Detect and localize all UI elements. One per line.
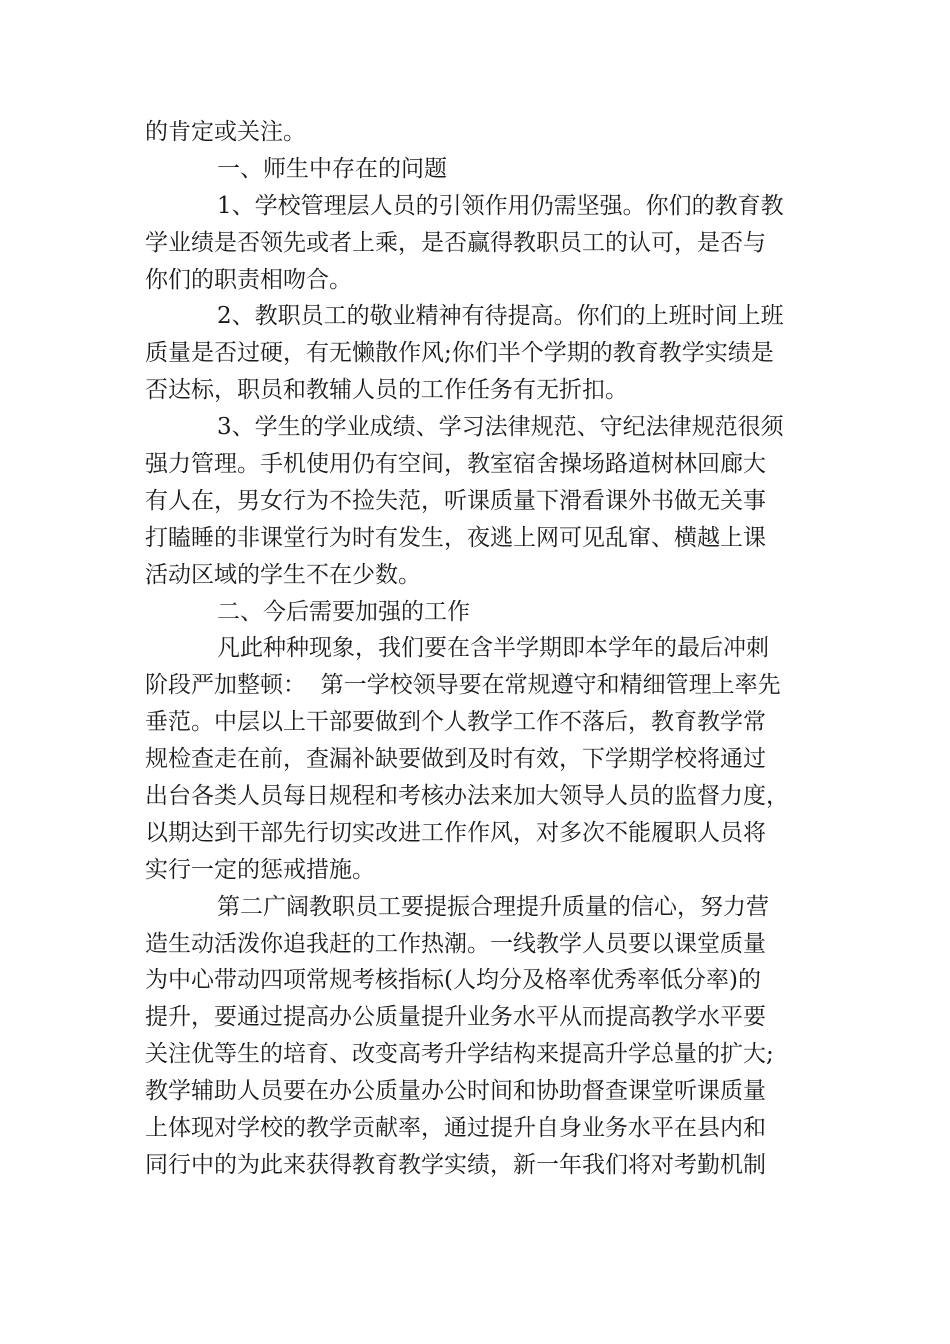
text-line: 提升，要通过提高办公质量提升业务水平从而提高教学水平要 (145, 1004, 766, 1031)
text-line: 出台各类人员每日规程和考核办法来加大领导人员的监督力度， (145, 783, 789, 810)
text-line: 活动区域的学生不在少数。 (145, 561, 421, 588)
text-line: 阶段严加整顿： 第一学校领导要在常规遵守和精细管理上率先 (145, 672, 781, 699)
text-line: 规检查走在前，查漏补缺要做到及时有效，下学期学校将通过 (145, 746, 766, 773)
text-line: 质量是否过硬，有无懒散作风;你们半个学期的教育教学实绩是 (145, 340, 774, 367)
text-line: 上体现对学校的教学贡献率，通过提升自身业务水平在县内和 (145, 1115, 766, 1142)
text-line: 打瞌睡的非课堂行为时有发生，夜逃上网可见乱窜、横越上课 (145, 524, 766, 551)
text-line: 以期达到干部先行切实改进工作作风，对多次不能履职人员将 (145, 819, 766, 846)
text-line: 1、学校管理层人员的引领作用仍需坚强。你们的教育教 (217, 192, 784, 219)
text-line: 关注优等生的培育、改变高考升学结构来提高升学总量的扩大; (145, 1041, 774, 1068)
text-line: 学业绩是否领先或者上乘，是否赢得教职员工的认可，是否与 (145, 229, 766, 256)
document-body (145, 114, 805, 1184)
text-line: 造生动活泼你追我赶的工作热潮。一线教学人员要以课堂质量 (145, 930, 766, 957)
text-line: 实行一定的惩戒措施。 (145, 856, 375, 883)
text-line: 强力管理。手机使用仍有空间，教室宿舍操场路道树林回廊大 (145, 451, 766, 478)
text-line: 凡此种种现象，我们要在含半学期即本学年的最后冲刺 (217, 635, 769, 662)
text-line: 为中心带动四项常规考核指标(人均分及格率优秀率低分率)的 (145, 967, 761, 994)
text-line: 同行中的为此来获得教育教学实绩，新一年我们将对考勤机制 (145, 1151, 766, 1178)
text-line: 第二广阔教职员工要提振合理提升质量的信心，努力营 (217, 893, 769, 920)
text-line: 否达标，职员和教辅人员的工作任务有无折扣。 (145, 377, 628, 404)
text-line: 你们的职责相吻合。 (145, 266, 352, 293)
text-line: 教学辅助人员要在办公质量办公时间和协助督查课堂听课质量 (145, 1078, 766, 1105)
section-heading: 二、今后需要加强的工作 (217, 598, 470, 625)
text-line: 的肯定或关注。 (145, 119, 306, 145)
section-heading: 一、师生中存在的问题 (217, 155, 447, 182)
text-line: 3、学生的学业成绩、学习法律规范、守纪法律规范很须 (217, 414, 784, 441)
text-line: 垂范。中层以上干部要做到个人教学工作不落后，教育教学常 (145, 709, 766, 736)
text-line: 2、教职员工的敬业精神有待提高。你们的上班时间上班 (217, 303, 784, 330)
text-line: 有人在，男女行为不捡失范，听课质量下滑看课外书做无关事 (145, 487, 766, 514)
